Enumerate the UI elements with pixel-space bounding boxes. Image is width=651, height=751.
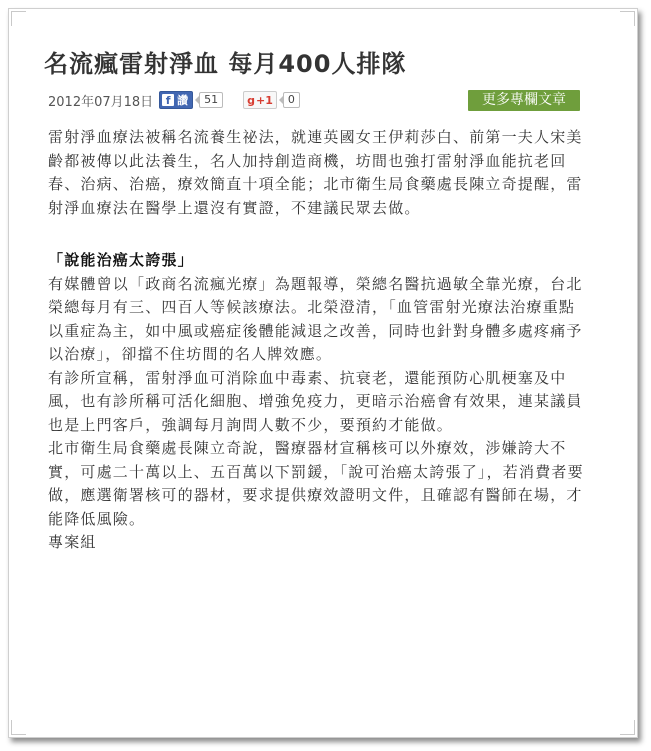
facebook-like-label: 讚 xyxy=(177,94,189,107)
frame-corner xyxy=(11,720,26,735)
frame-corner xyxy=(620,11,635,26)
google-plus-button[interactable] xyxy=(243,91,277,109)
author-byline: 專案組 xyxy=(48,533,97,551)
body-paragraph: 有媒體曾以「政商名流瘋光療」為題報導，榮總名醫抗過敏全靠光療，台北榮總每月有三、四百人等候該療法。北榮澄清，「血管雷射光療法治療重點以重症為主，如中風或癌症後體能減退之改善，同時也針對身體多處疼痛予以治療」，卻擋不住坊間的名人牌效應。 xyxy=(48,274,583,363)
frame-corner xyxy=(11,11,26,26)
article-meta xyxy=(48,90,300,110)
google-plus-count: 0 xyxy=(283,92,300,108)
more-articles-button[interactable]: 更多專欄文章 xyxy=(468,90,580,111)
google-plus-icon: g xyxy=(247,93,256,107)
body-paragraph: 有診所宣稱，雷射淨血可消除血中毒素、抗衰老，還能預防心肌梗塞及中風，也有診所稱可活化細胞、增強免疫力，更暗示治癌會有效果，連某議員也是上門客戶，強調每月詢問人數不少，要預約才能做。 xyxy=(48,368,583,434)
facebook-like-button[interactable] xyxy=(159,91,193,109)
facebook-icon: f xyxy=(162,94,174,106)
publish-date: 2012年07月18日 xyxy=(48,94,154,110)
google-plus-label: +1 xyxy=(256,93,273,107)
body-paragraph: 北市衛生局食藥處長陳立奇說，醫療器材宣稱核可以外療效，涉嫌誇大不實，可處二十萬以上、五百萬以下罰鍰，「說可治癌太誇張了」，若消費者要做，應選衛署核可的器材，要求提供療效證明文件，且確認有醫師在場，才能降低風險。 xyxy=(48,439,584,528)
section-subheading: 「說能治癌太誇張」 xyxy=(48,251,194,269)
frame-corner xyxy=(620,720,635,735)
facebook-like-count: 51 xyxy=(199,92,223,108)
article-title: 名流瘋雷射淨血 每月400人排隊 xyxy=(44,50,407,78)
article-body xyxy=(48,126,588,555)
lead-paragraph: 雷射淨血療法被稱名流養生祕法，就連英國女王伊莉莎白、前第一夫人宋美齡都被傳以此法養生，名人加持創造商機，坊間也強打雷射淨血能抗老回春、治病、治癌，療效簡直十項全能；北市衛生局食藥處長陳立奇提醒，雷射淨血療法在醫學上還沒有實證，不建議民眾去做。 xyxy=(48,128,583,217)
